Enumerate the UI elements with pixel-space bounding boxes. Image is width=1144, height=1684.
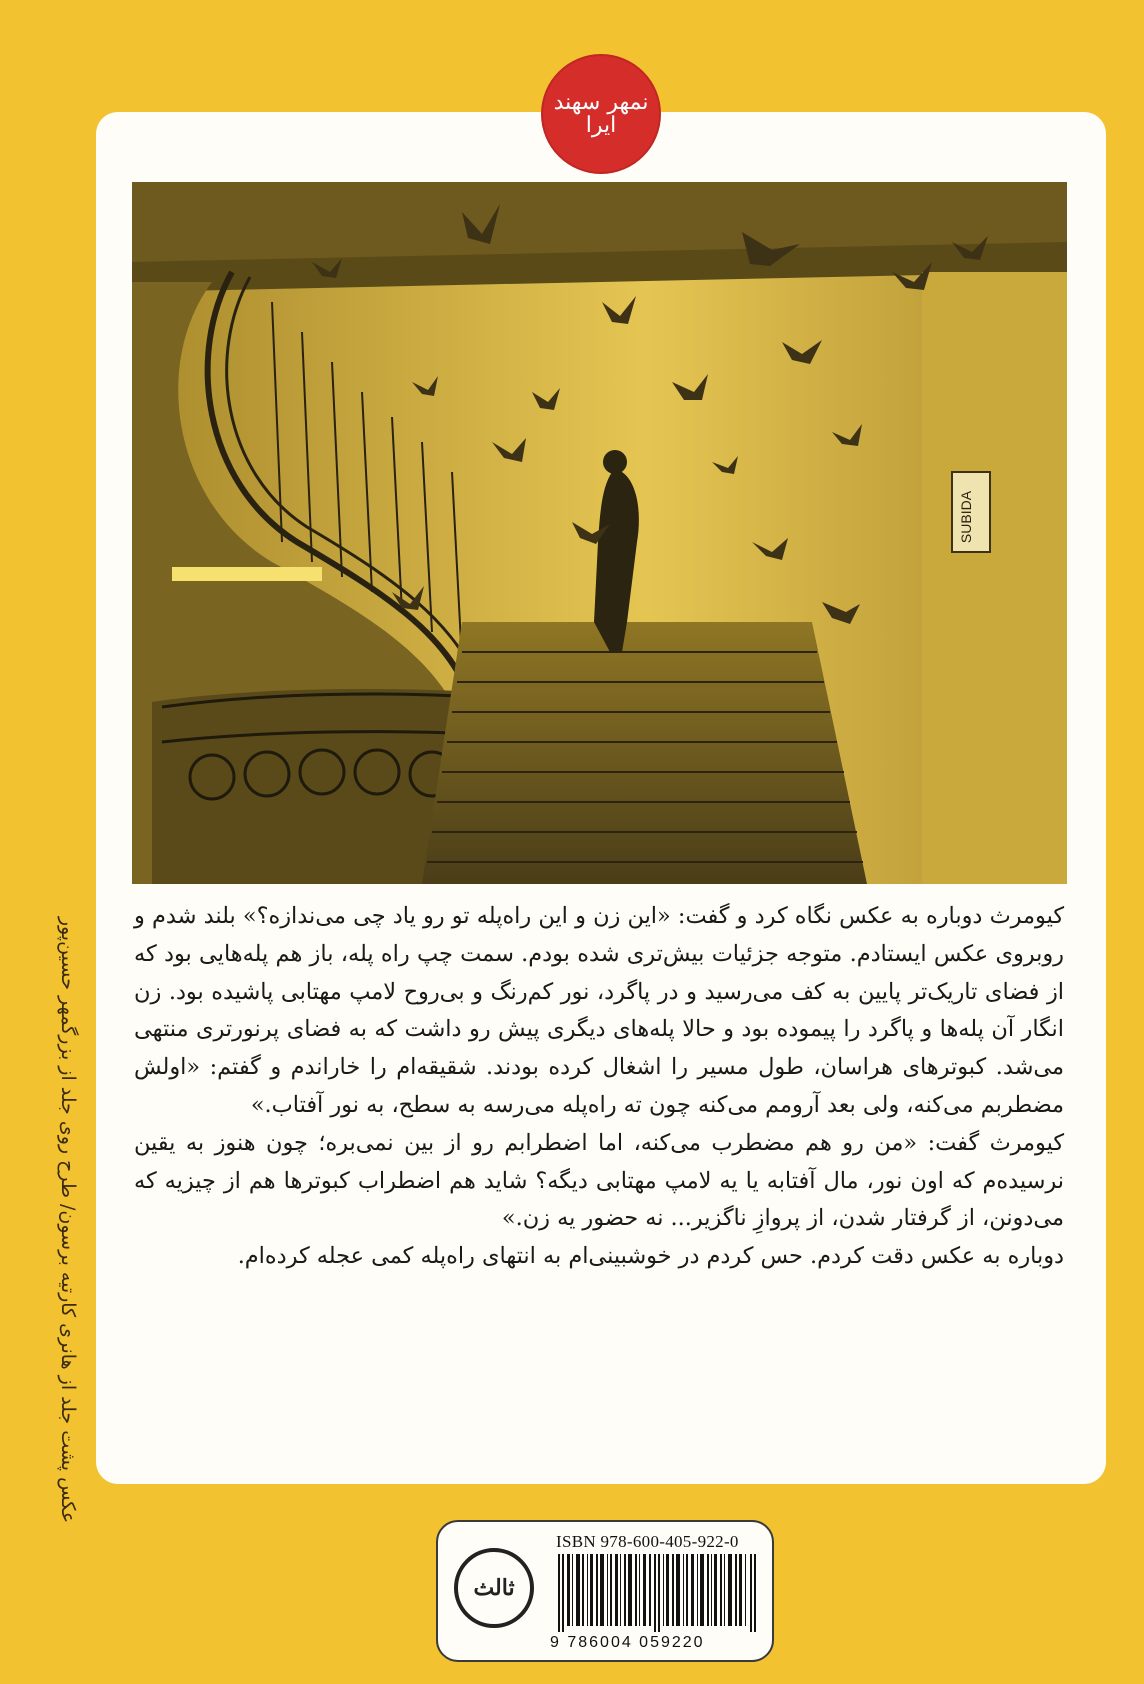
subida-sign: SUBIDA [958,490,974,544]
publisher-logo [454,1548,534,1628]
paragraph-3: دوباره به عکس دقت کردم. حس کردم در خوشبینی‌ام به انتهای راه‌پله کمی عجله کرده‌ام. [237,1243,1064,1270]
body-text [134,898,1064,1276]
isbn-label: ISBN 978-600-405-922-0 [556,1532,739,1551]
spine-credit-text: عکس پشت جلد از هانری کارتیه برسون/ طرح روی جلد از بزرگمهر حسین‌پور [57,916,80,1524]
cover-photo [132,182,1067,884]
publisher-seal [543,56,659,172]
paragraph-2: کیومرث گفت: «من رو هم مضطرب می‌کنه، اما اضطرابم رو از بین نمی‌بره؛ چون هنوز به یقین نرسیده‌م که اون نور، مال آفتابه یا یه لامپ مهتابی دیگه؟ شاید هم اضطراب کبوترها هم از چیزیه که می‌دونن، از گرفتار شدن، از پروازِ ناگزیر... نه حضور یه زن.» [134,1129,1064,1232]
barcode-digits: 9 786004 059220 [550,1634,705,1651]
isbn-box [436,1520,774,1662]
paragraph-1: کیومرث دوباره به عکس نگاه کرد و گفت: «این زن و این راه‌پله تو رو یاد چی می‌ندازه؟» بلند شدم و روبروی عکس ایستادم. متوجه جزئیات بیش‌تری شده بودم. سمت چپ راه پله، باز هم پله‌هایی بود که از فضای تاریک‌تر پایین به کف می‌رسید و در پاگرد، نور کم‌رنگ و بی‌روح لامپ مهتابی پاشیده بود. زن انگار آن پله‌ها و پاگرد را پیموده بود و حالا پله‌های دیگری پیش رو داشت که به فضای پرنورتری منتهی می‌شد. کبوترهای هراسان، طول مسیر را اشغال کرده بودند. شقیقه‌ام را خاراندم و گفتم: «اولش مضطربم می‌کنه، ولی بعد آرومم می‌کنه چون ته راه‌پله می‌رسه به سطح، به نور آفتاب.» [134,903,1064,1118]
publisher-logo-text: ثالث [473,1575,515,1601]
publisher-seal-text: نمهر سهند ایرا [553,89,649,138]
staircase-pigeons-photo [132,182,1067,884]
barcode [556,1554,758,1632]
